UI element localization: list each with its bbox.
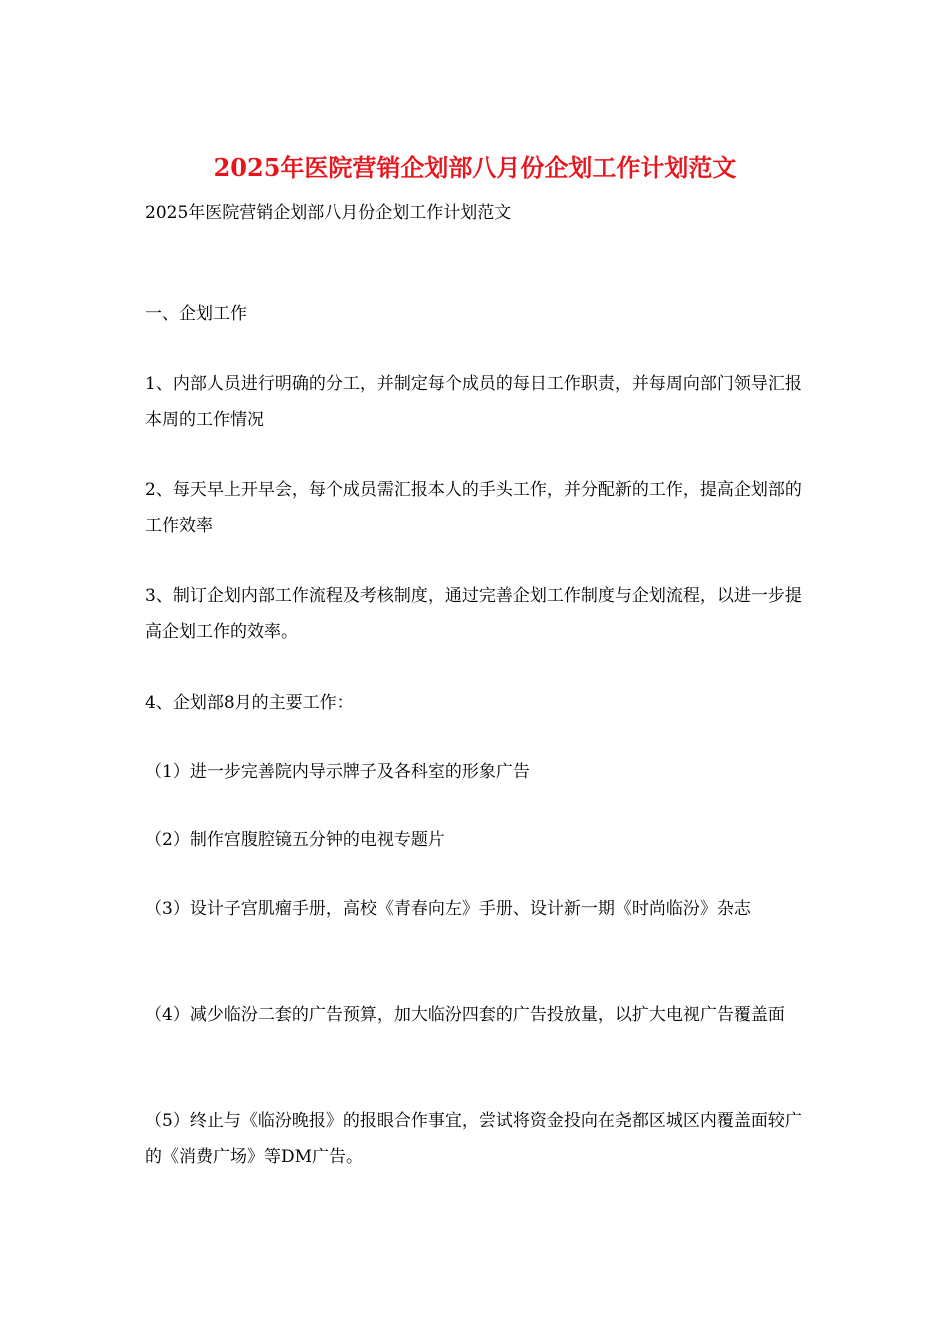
- document-title: 2025年医院营销企划部八月份企划工作计划范文: [213, 153, 737, 182]
- paragraph-subitem-1: （1）进一步完善院内导示牌子及各科室的形象广告: [145, 762, 530, 782]
- paragraph-subitem-5: （5）终止与《临汾晚报》的报眼合作事宜，尝试将资金投向在尧都区城区内覆盖面较广的《消费广场》等DM广告。: [145, 1111, 802, 1167]
- paragraph-item-1: 1、内部人员进行明确的分工，并制定每个成员的每日工作职责，并每周向部门领导汇报本周的工作情况: [145, 374, 802, 430]
- paragraph-section-heading: 一、企划工作: [145, 304, 247, 324]
- paragraph-subitem-2: （2）制作宫腹腔镜五分钟的电视专题片: [145, 830, 445, 850]
- document-subtitle: 2025年医院营销企划部八月份企划工作计划范文: [145, 203, 512, 223]
- paragraph-subitem-4: （4）减少临汾二套的广告预算，加大临汾四套的广告投放量，以扩大电视广告覆盖面: [145, 1005, 785, 1025]
- paragraph-item-3: 3、制订企划内部工作流程及考核制度，通过完善企划工作制度与企划流程，以进一步提高企划工作的效率。: [145, 586, 802, 642]
- paragraph-item-4: 4、企划部8月的主要工作：: [145, 693, 354, 713]
- paragraph-subitem-3: （3）设计子宫肌瘤手册，高校《青春向左》手册、设计新一期《时尚临汾》杂志: [145, 899, 751, 919]
- paragraph-item-2: 2、每天早上开早会，每个成员需汇报本人的手头工作，并分配新的工作，提高企划部的工作效率: [145, 480, 802, 536]
